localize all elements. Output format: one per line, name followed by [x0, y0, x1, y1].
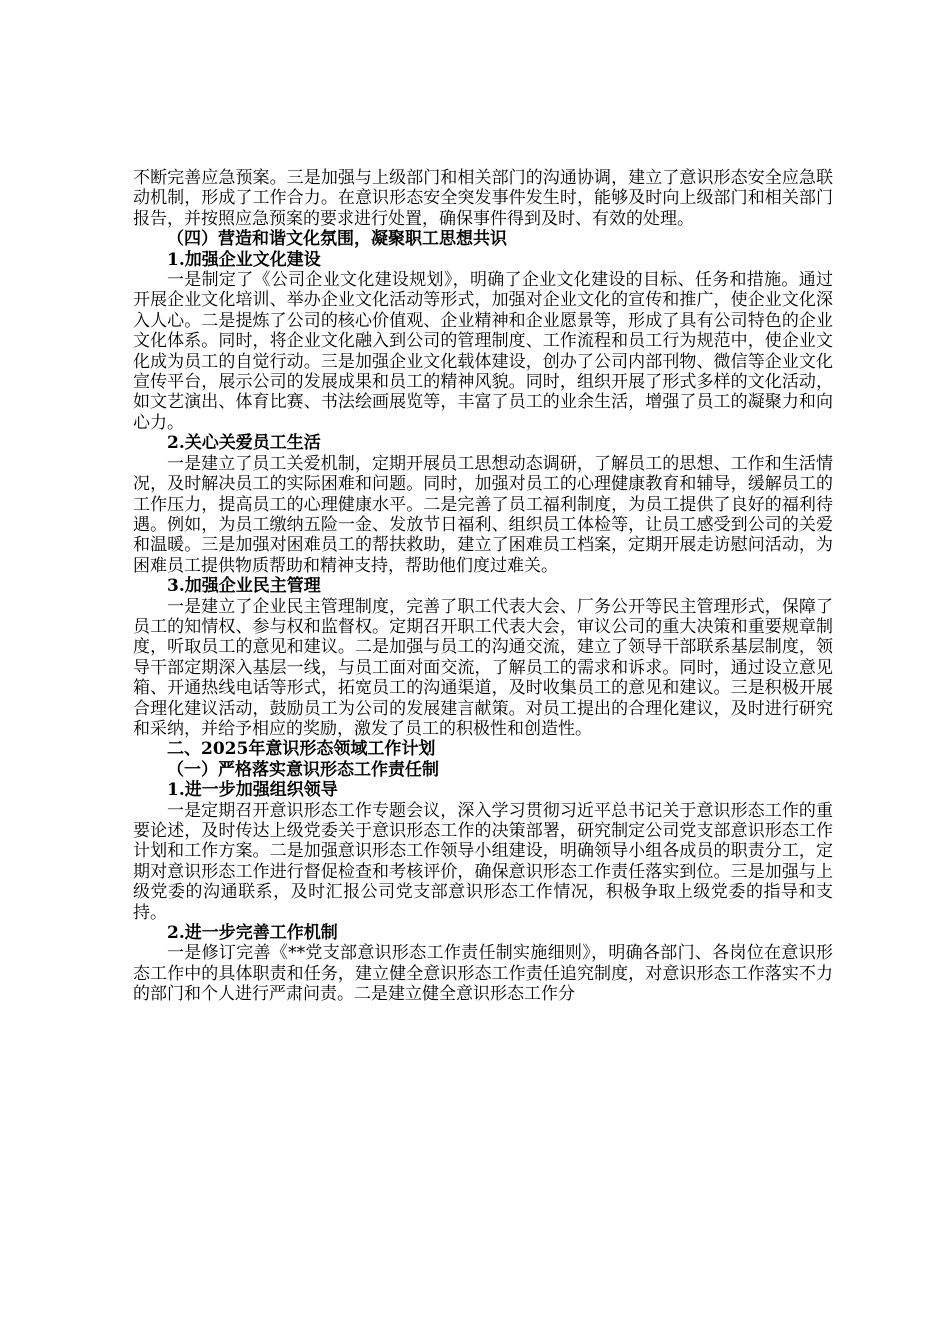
- paragraph: 一是建立了员工关爱机制，定期开展员工思想动态调研，了解员工的思想、工作和生活情况，及时解决员工的实际困难和问题。同时，加强对员工的心理健康教育和辅导，缓解员工的工作压力，提高员工的心理健康水平。二是完善了员工福利制度，为员工提供了良好的福利待遇。例如，为员工缴纳五险一金、发放节日福利、组织员工体检等，让员工感受到公司的关爱和温暖。三是加强对困难员工的帮扶救助，建立了困难员工档案，定期开展走访慰问活动，为困难员工提供物质帮助和精神支持，帮助他们度过难关。: [133, 453, 833, 576]
- paragraph: 一是修订完善《**党支部意识形态工作责任制实施细则》，明确各部门、各岗位在意识形态工作中的具体职责和任务，建立健全意识形态工作责任追究制度，对意识形态工作落实不力的部门和个人进行严肃问责。二是建立健全意识形态工作分: [133, 943, 833, 1005]
- document-page: [133, 168, 833, 1005]
- chapter-heading: 二、2025年意识形态领域工作计划: [167, 739, 436, 760]
- subsection-heading: 3.加强企业民主管理: [167, 576, 321, 597]
- paragraph-continued: 不断完善应急预案。三是加强与上级部门和相关部门的沟通协调，建立了意识形态安全应急联动机制，形成了工作合力。在意识形态安全突发事件发生时，能够及时向上级部门和相关部门报告，并按照应急预案的要求进行处置，确保事件得到及时、有效的处理。: [133, 168, 833, 229]
- paragraph: 一是制定了《公司企业文化建设规划》，明确了企业文化建设的目标、任务和措施。通过开展企业文化培训、举办企业文化活动等形式，加强对企业文化的宣传和推广，使企业文化深入人心。二是提炼了公司的核心价值观、企业精神和企业愿景等，形成了具有公司特色的企业文化体系。同时，将企业文化融入到公司的管理制度、工作流程和员工行为规范中，使企业文化成为员工的自觉行动。三是加强企业文化载体建设，创办了公司内部刊物、微信等企业文化宣传平台，展示公司的发展成果和员工的精神风貌。同时，组织开展了形式多样的文化活动，如文艺演出、体育比赛、书法绘画展览等，丰富了员工的业余生活，增强了员工的凝聚力和向心力。: [133, 270, 833, 433]
- section-heading: （一）严格落实意识形态工作责任制: [167, 759, 439, 780]
- subsection-heading: 1.进一步加强组织领导: [167, 780, 338, 801]
- subsection-heading: 2.关心关爱员工生活: [167, 433, 321, 454]
- paragraph: 一是建立了企业民主管理制度，完善了职工代表大会、厂务公开等民主管理形式，保障了员工的知情权、参与权和监督权。定期召开职工代表大会，审议公司的重大决策和重要规章制度，听取员工的意见和建议。二是加强与员工的沟通交流，建立了领导干部联系基层制度，领导干部定期深入基层一线，与员工面对面交流，了解员工的需求和诉求。同时，通过设立意见箱、开通热线电话等形式，拓宽员工的沟通渠道，及时收集员工的意见和建议。三是积极开展合理化建议活动，鼓励员工为公司的发展建言献策。对员工提出的合理化建议，及时进行研究和采纳，并给予相应的奖励，激发了员工的积极性和创造性。: [133, 596, 833, 739]
- paragraph: 一是定期召开意识形态工作专题会议，深入学习贯彻习近平总书记关于意识形态工作的重要论述，及时传达上级党委关于意识形态工作的决策部署，研究制定公司党支部意识形态工作计划和工作方案。二是加强意识形态工作领导小组建设，明确领导小组各成员的职责分工，定期对意识形态工作进行督促检查和考核评价，确保意识形态工作责任落实到位。三是加强与上级党委的沟通联系，及时汇报公司党支部意识形态工作情况，积极争取上级党委的指导和支持。: [133, 800, 833, 923]
- section-heading: （四）营造和谐文化氛围，凝聚职工思想共识: [167, 229, 507, 250]
- subsection-heading: 2.进一步完善工作机制: [167, 923, 338, 944]
- subsection-heading: 1.加强企业文化建设: [167, 249, 321, 270]
